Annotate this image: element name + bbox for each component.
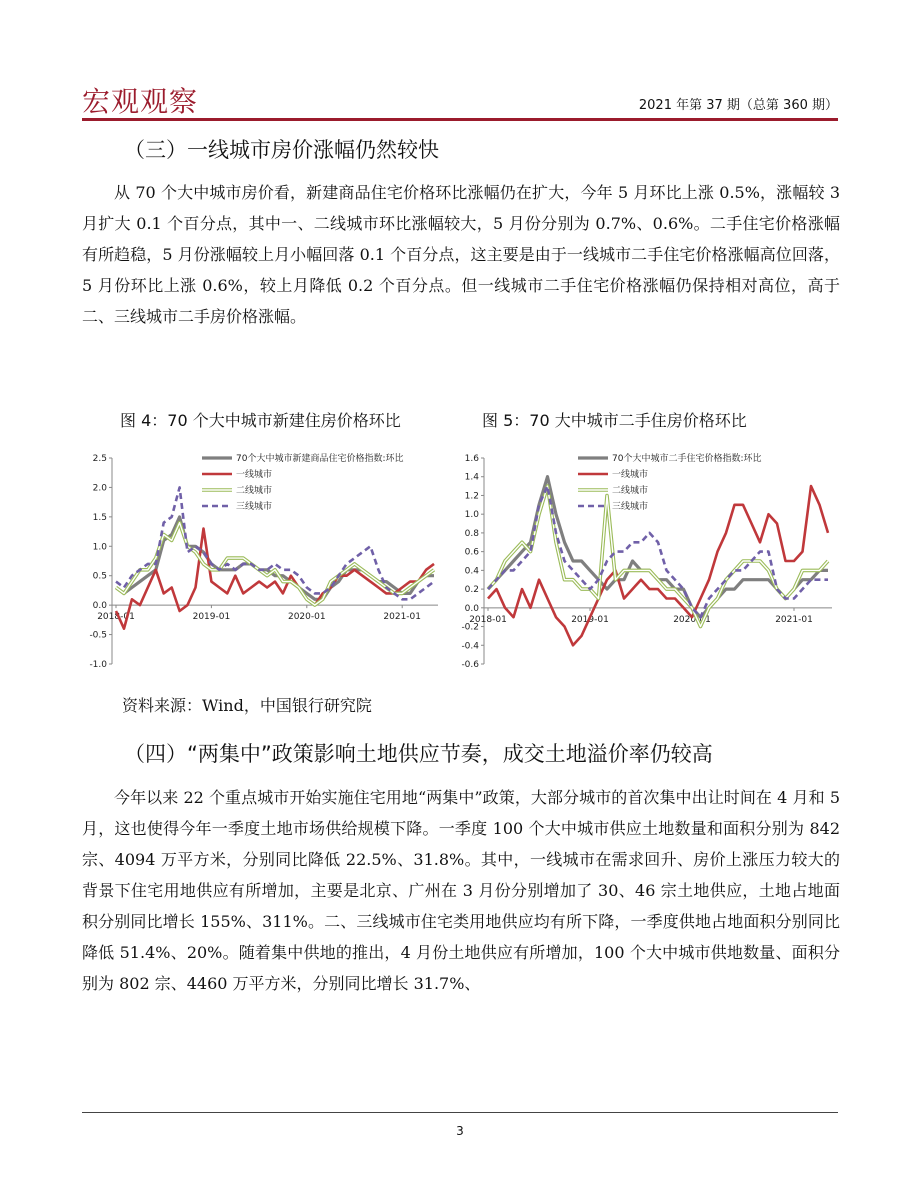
y-tick-label: -0.5 bbox=[89, 630, 107, 641]
x-tick-label: 2021-01 bbox=[383, 612, 422, 623]
figure-source: 资料来源：Wind，中国银行研究院 bbox=[122, 696, 372, 715]
section-3-title: （三）一线城市房价涨幅仍然较快 bbox=[124, 138, 439, 162]
y-tick-label: 1.0 bbox=[464, 510, 479, 521]
y-tick-label: 0.8 bbox=[464, 528, 479, 539]
y-tick-label: 1.2 bbox=[464, 491, 479, 502]
page-number: 3 bbox=[456, 1124, 464, 1138]
legend-label: 三线城市 bbox=[236, 502, 273, 512]
header-rule bbox=[82, 118, 838, 121]
x-tick-label: 2018-01 bbox=[97, 612, 135, 623]
legend-label: 三线城市 bbox=[612, 502, 649, 512]
y-tick-label: 0.2 bbox=[464, 585, 479, 596]
chart-new-housing-mom bbox=[82, 446, 446, 676]
issue-number: 2021 年第 37 期（总第 360 期） bbox=[638, 98, 838, 113]
x-tick-label: 2021-01 bbox=[775, 614, 813, 625]
legend-entry bbox=[578, 484, 648, 496]
chart-second-hand-housing-mom bbox=[452, 446, 840, 676]
y-tick-label: 2.0 bbox=[92, 483, 107, 494]
y-tick-label: -0.6 bbox=[461, 660, 479, 670]
series-line-3 bbox=[488, 486, 828, 617]
legend-label: 二线城市 bbox=[236, 486, 273, 496]
section-4-paragraph: 今年以来 22 个重点城市开始实施住宅用地“两集中”政策，大部分城市的首次集中出让时间在 4 月和 5 月，这也使得今年一季度土地市场供给规模下降。一季度 100 个大中城市供应土地数量和面积分别为 842 宗、4094 万平方米，分别同比降低 22.5%、31.8%。其中，一线城市在需求回升、房价上涨压力较大的背景下住宅用地供应有所增加，主要是北京、广州在 3 月份分别增加了 30、46 宗土地供应，土地占地面积分别同比增长 155%、311%。二、三线城市住宅类用地供应均有所下降，一季度供地占地面积分别同比降低 51.4%、20%。随着集中供地的推出，4 月份土地供应有所增加，100 个大中城市供地数量、面积分别为 802 宗、4460 万平方米，分别同比增长 31.7%、 bbox=[82, 788, 840, 993]
x-tick-label: 2018-01 bbox=[469, 614, 507, 625]
section-3-paragraph: 从 70 个大中城市房价看，新建商品住宅价格环比涨幅仍在扩大，今年 5 月环比上涨 0.5%，涨幅较 3 月扩大 0.1 个百分点，其中一、二线城市环比涨幅较大，5 月份分别为 0.7%、0.6%。二手住宅价格涨幅有所趋稳，5 月份涨幅较上月小幅回落 0.1 个百分点，这主要是由于一线城市二手住宅价格涨幅高位回落，5 月份环比上涨 0.6%，较上月降低 0.2 个百分点。但一线城市二手住宅价格涨幅仍保持相对高位，高于二、三线城市二手房价格涨幅。 bbox=[82, 183, 840, 326]
legend-entry bbox=[578, 500, 648, 512]
legend-entry bbox=[202, 484, 272, 496]
section-4-title: （四）“两集中”政策影响土地供应节奏，成交土地溢价率仍较高 bbox=[124, 742, 713, 766]
x-tick-label: 2019-01 bbox=[571, 614, 609, 625]
series-line-0 bbox=[488, 477, 828, 618]
legend-label: 70个大中城市二手住宅价格指数:环比 bbox=[612, 454, 762, 464]
y-tick-label: -1.0 bbox=[89, 660, 107, 670]
y-tick-label: 2.5 bbox=[92, 454, 107, 464]
y-tick-label: 1.4 bbox=[464, 472, 479, 483]
y-tick-label: 1.5 bbox=[92, 512, 107, 523]
legend-entry bbox=[202, 452, 404, 464]
x-tick-label: 2020-01 bbox=[287, 612, 326, 623]
series-path bbox=[488, 486, 828, 617]
page-header bbox=[82, 84, 838, 118]
y-tick-label: -0.2 bbox=[461, 622, 479, 633]
y-tick-label: 1.6 bbox=[464, 454, 479, 464]
x-tick-label: 2020-01 bbox=[673, 614, 711, 625]
figure-5-title: 图 5：70 大中城市二手住房价格环比 bbox=[482, 411, 747, 430]
legend-label: 一线城市 bbox=[612, 470, 649, 480]
y-tick-label: -0.4 bbox=[461, 641, 479, 652]
legend-entry bbox=[578, 452, 762, 464]
legend-entry bbox=[578, 468, 648, 480]
y-tick-label: 0.4 bbox=[464, 566, 479, 577]
y-tick-label: 0.6 bbox=[464, 547, 479, 558]
y-tick-label: 0.0 bbox=[92, 601, 107, 612]
legend-label: 一线城市 bbox=[236, 470, 273, 480]
legend-label: 二线城市 bbox=[612, 486, 649, 496]
legend-entry bbox=[202, 468, 272, 480]
y-tick-label: 0.0 bbox=[464, 603, 479, 614]
legend-label: 70个大中城市新建商品住宅价格指数:环比 bbox=[236, 454, 404, 464]
y-tick-label: 0.5 bbox=[92, 571, 107, 582]
footer-rule bbox=[82, 1112, 838, 1113]
legend-entry bbox=[202, 500, 272, 512]
series-path bbox=[488, 477, 828, 618]
x-tick-label: 2019-01 bbox=[192, 612, 231, 623]
y-tick-label: 1.0 bbox=[92, 542, 107, 553]
publication-brand: 宏观观察 bbox=[82, 85, 199, 118]
figure-4-title: 图 4：70 个大中城市新建住房价格环比 bbox=[120, 411, 401, 430]
